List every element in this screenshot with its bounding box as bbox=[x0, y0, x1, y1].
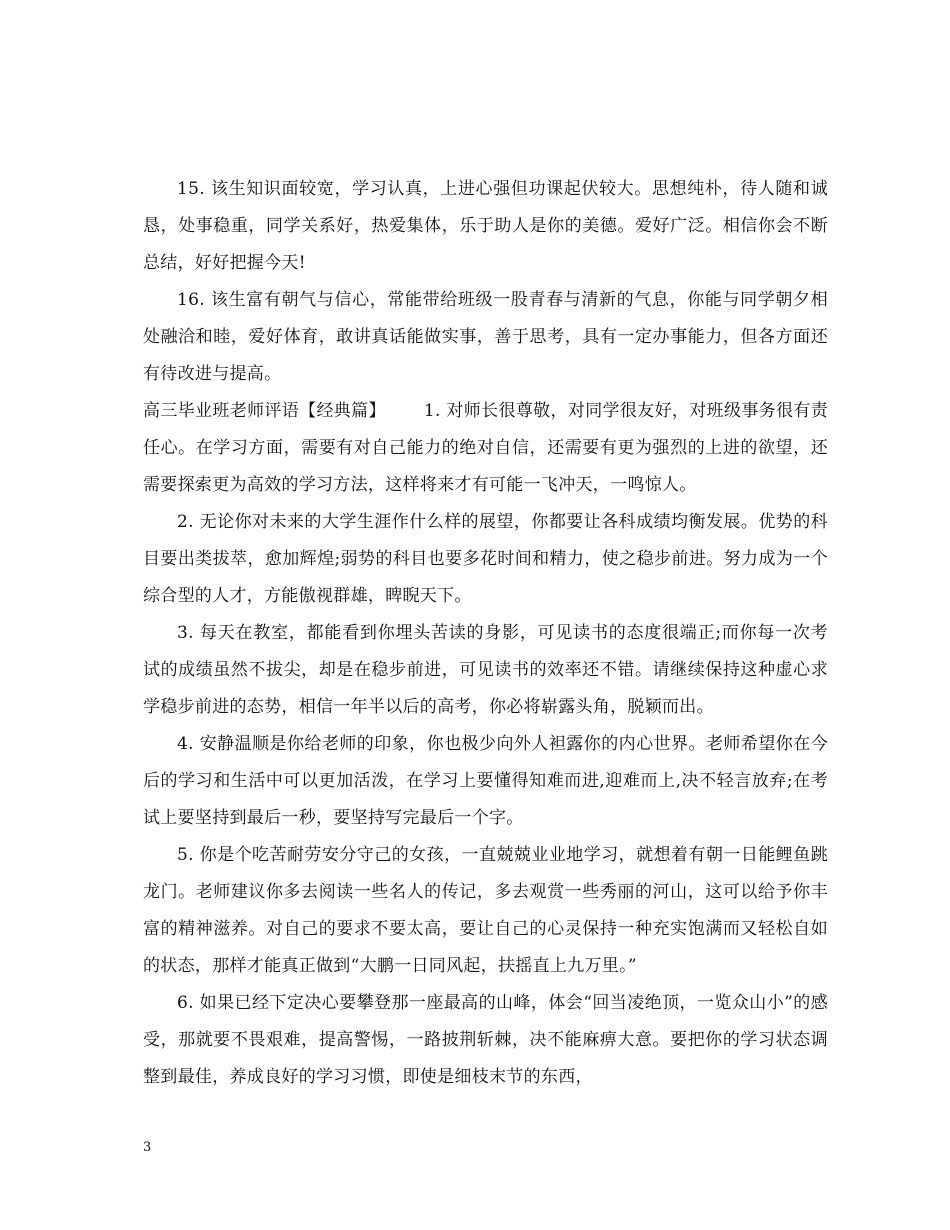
paragraph-item-5: 5. 你是个吃苦耐劳安分守己的女孩，一直兢兢业业地学习，就想着有朝一日能鲤鱼跳龙门。老师建议你多去阅读一些名人的传记，多去观赏一些秀丽的河山，这可以给予你丰富的精神滋养。对自己的要求不要太高，要让自己的心灵保持一种充实饱满而又轻松自如的状态，那样才能真正做到“大鹏一日同风起，扶摇直上九万里。” bbox=[143, 845, 828, 976]
paragraph-item-4: 4. 安静温顺是你给老师的印象，你也极少向外人袒露你的内心世界。老师希望你在今后的学习和生活中可以更加活泼，在学习上要懂得知难而进,迎难而上,决不轻言放弃;在考试上要坚持到最后一秒，要坚持写完最后一个字。 bbox=[143, 734, 828, 828]
paragraph-item-15: 15. 该生知识面较宽，学习认真，上进心强但功课起伏较大。思想纯朴，待人随和诚恳，处事稳重，同学关系好，热爱集体，乐于助人是你的美德。爱好广泛。相信你会不断总结，好好把握今天! bbox=[143, 179, 828, 273]
paragraph-item-6: 6. 如果已经下定决心要攀登那一座最高的山峰，体会“回当凌绝顶，一览众山小”的感受，那就要不畏艰难，提高警惕，一路披荆斩棘，决不能麻痹大意。要把你的学习状态调整到最佳，养成良好的学习习惯，即使是细枝末节的东西， bbox=[143, 993, 828, 1087]
document-body bbox=[143, 171, 828, 1096]
paragraph-item-1: 1. 对师长很尊敬，对同学很友好，对班级事务很有责任心。在学习方面，需要有对自己能力的绝对自信，还需要有更为强烈的上进的欲望，还需要探索更为高效的学习方法，这样将来才有可能一飞冲天，一鸣惊人。 bbox=[143, 401, 829, 495]
section-heading: 高三毕业班老师评语【经典篇】 bbox=[143, 401, 386, 421]
paragraph-item-3: 3. 每天在教室，都能看到你埋头苦读的身影，可见读书的态度很端正;而你每一次考试的成绩虽然不拔尖，却是在稳步前进，可见读书的效率还不错。请继续保持这种虚心求学稳步前进的态势，相信一年半以后的高考，你必将崭露头角，脱颖而出。 bbox=[143, 623, 828, 717]
page-number: 3 bbox=[143, 1140, 152, 1155]
section-heading-paragraph bbox=[143, 393, 828, 504]
paragraph-item-16: 16. 该生富有朝气与信心，常能带给班级一股青春与清新的气息，你能与同学朝夕相处融洽和睦，爱好体育，敢讲真话能做实事，善于思考，具有一定办事能力，但各方面还有待改进与提高。 bbox=[143, 290, 828, 384]
paragraph-item-2: 2. 无论你对未来的大学生涯作什么样的展望，你都要让各科成绩均衡发展。优势的科目要出类拔萃，愈加辉煌;弱势的科目也要多花时间和精力，使之稳步前进。努力成为一个综合型的人才，方能傲视群雄，睥睨天下。 bbox=[143, 512, 828, 606]
